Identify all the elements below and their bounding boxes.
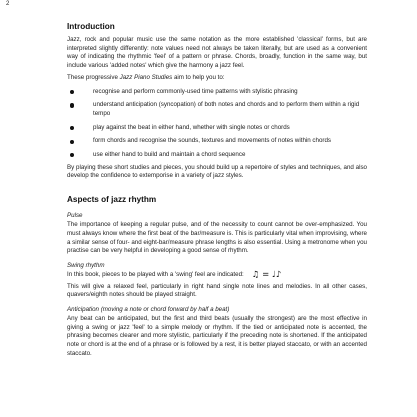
aims-list-text: recognise and perform commonly-used time patterns with stylistic phrasing	[93, 87, 298, 95]
swing-notation-icon: ♫ = ♩♪	[251, 269, 282, 280]
aims-list-item	[67, 101, 367, 118]
page-content	[67, 20, 367, 359]
page-number: 2	[6, 1, 10, 7]
pulse-subheading: Pulse	[67, 212, 83, 220]
para2-tail: aim to help you to:	[172, 73, 225, 81]
bullet-dot-icon	[70, 103, 74, 107]
pulse-paragraph: The importance of keeping a regular pulse, and of the necessity to count cannot be over-emphasized. You must always know where the first beat of the bar/measure is. This is particularly vital when improvising, where a similar sense of four- and eight-bar/measure phrase lengths is also essential. Using a metronome when you practise can be very helpful in developing a good sense of rhythm.	[67, 221, 367, 255]
bullet-dot-icon	[70, 140, 74, 144]
bullet-dot-icon	[70, 153, 74, 157]
aims-list-text: play against the beat in either hand, whether with single notes or chords	[93, 123, 290, 131]
bullet-dot-icon	[70, 126, 74, 130]
introduction-paragraph-1: Jazz, rock and popular music use the same notation as the more established 'classical' forms, but are interpreted slightly differently: note values need not always be taken literally, but are used as a convenient way of indicating the rhythmic 'feel' of a pattern or phrase. Chords, broadly, function in the same way, but include various 'added notes' which give the harmony a jazz feel.	[67, 36, 367, 70]
bullet-dot-icon	[70, 90, 74, 94]
introduction-paragraph-2	[67, 74, 367, 83]
aims-list-item	[67, 151, 367, 160]
aspects-heading: Aspects of jazz rhythm	[67, 195, 157, 205]
introduction-paragraph-3: By playing these short studies and pieces, you should build up a repertoire of styles and techniques, and also develop the confidence to extemporise in a variety of jazz styles.	[67, 163, 367, 180]
aims-list-text: understand anticipation (syncopation) of both notes and chords and to perform them within a rigid tempo	[93, 101, 360, 117]
aims-list	[67, 88, 367, 160]
swing-indication-line	[67, 271, 367, 280]
aims-list-text: use either hand to build and maintain a chord sequence	[93, 151, 246, 159]
swing-indication-text: In this book, pieces to be played with a 'swing' feel are indicated:	[67, 270, 244, 278]
aims-list-item	[67, 88, 367, 97]
aims-list-text: form chords and recognise the sounds, textures and movements of notes within chords	[93, 137, 332, 145]
aims-list-item	[67, 137, 367, 146]
anticipation-subheading: Anticipation (moving a note or chord forward by half a beat)	[67, 306, 230, 314]
book-title: Jazz Piano Studies	[119, 73, 173, 81]
swing-paragraph: This will give a relaxed feel, particularly in right hand single note lines and melodies. In all other cases, quavers/eighth notes should be played straight.	[67, 282, 367, 299]
introduction-heading: Introduction	[67, 22, 115, 31]
aims-list-item	[67, 124, 367, 133]
swing-subheading: Swing rhythm	[67, 261, 105, 269]
anticipation-paragraph: Any beat can be anticipated, but the first and third beats (usually the strongest) are the most effective in giving a swing or jazz 'feel' to a simple melody or rhythm. If the tied or anticipated note is accented, the phrasing becomes clearer and more stylistic, particularly if the preceding note is shortened. If the anticipated note or chord is at the end of a phrase or is followed by a rest, it is better played staccato, or with an accented staccato.	[67, 315, 367, 357]
para2-lead: These progressive	[67, 73, 120, 81]
